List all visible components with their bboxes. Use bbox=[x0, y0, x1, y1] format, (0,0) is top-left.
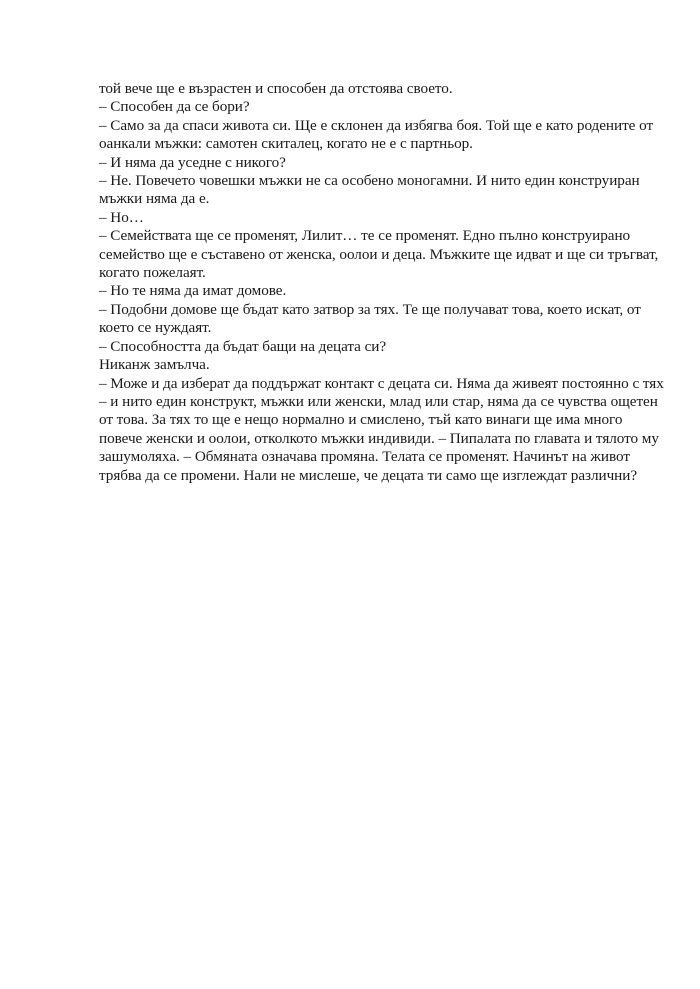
text-line: – и нито един конструкт, мъжки или женски, млад или стар, няма да се чувства ощетен bbox=[99, 392, 658, 410]
text-line: от това. За тях то ще е нещо нормално и смислено, тъй като винаги ще има много bbox=[99, 411, 623, 429]
text-line: – Но… bbox=[99, 208, 144, 226]
text-line: – Само за да спаси живота си. Ще е склонен да избягва боя. Той ще е като родените от bbox=[99, 116, 654, 134]
text-line: – Но те няма да имат домове. bbox=[99, 282, 287, 300]
text-line: – Може и да изберат да поддържат контакт с децата си. Няма да живеят постоянно с тях bbox=[99, 374, 664, 392]
text-line: оанкали мъжки: самотен скиталец, когато не е с партньор. bbox=[99, 135, 473, 153]
text-line: – Семействата ще се променят, Лилит… те се променят. Едно пълно конструирано bbox=[99, 227, 631, 245]
text-line: – Способността да бъдат бащи на децата си? bbox=[99, 337, 387, 355]
text-line: повече женски и оолои, отколкото мъжки индивиди. – Пипалата по главата и тялото му bbox=[99, 429, 659, 447]
text-line: което се нуждаят. bbox=[99, 319, 212, 337]
text-line: Никанж замълча. bbox=[99, 356, 210, 374]
text-line: – Способен да се бори? bbox=[99, 98, 250, 116]
text-line: – Не. Повечето човешки мъжки не са особено моногамни. И нито един конструиран bbox=[99, 172, 640, 190]
text-line: когато пожелаят. bbox=[99, 264, 206, 282]
text-line: мъжки няма да е. bbox=[99, 190, 210, 208]
text-line: трябва да се промени. Нали не мислеше, че децата ти само ще изглеждат различни? bbox=[99, 466, 638, 484]
text-line: семейство ще е съставено от женска, оолои и деца. Мъжките ще идват и ще си тръгват, bbox=[99, 245, 659, 263]
text-line: той вече ще е възрастен и способен да отстоява своето. bbox=[99, 80, 453, 97]
text-line: зашумоляха. – Обмяната означава промяна. Телата се променят. Начинът на живот bbox=[99, 448, 630, 466]
text-line: – Подобни домове ще бъдат като затвор за тях. Те ще получават това, което искат, от bbox=[99, 300, 641, 318]
body-text bbox=[99, 80, 664, 485]
text-line: – И няма да уседне с никого? bbox=[99, 153, 286, 171]
